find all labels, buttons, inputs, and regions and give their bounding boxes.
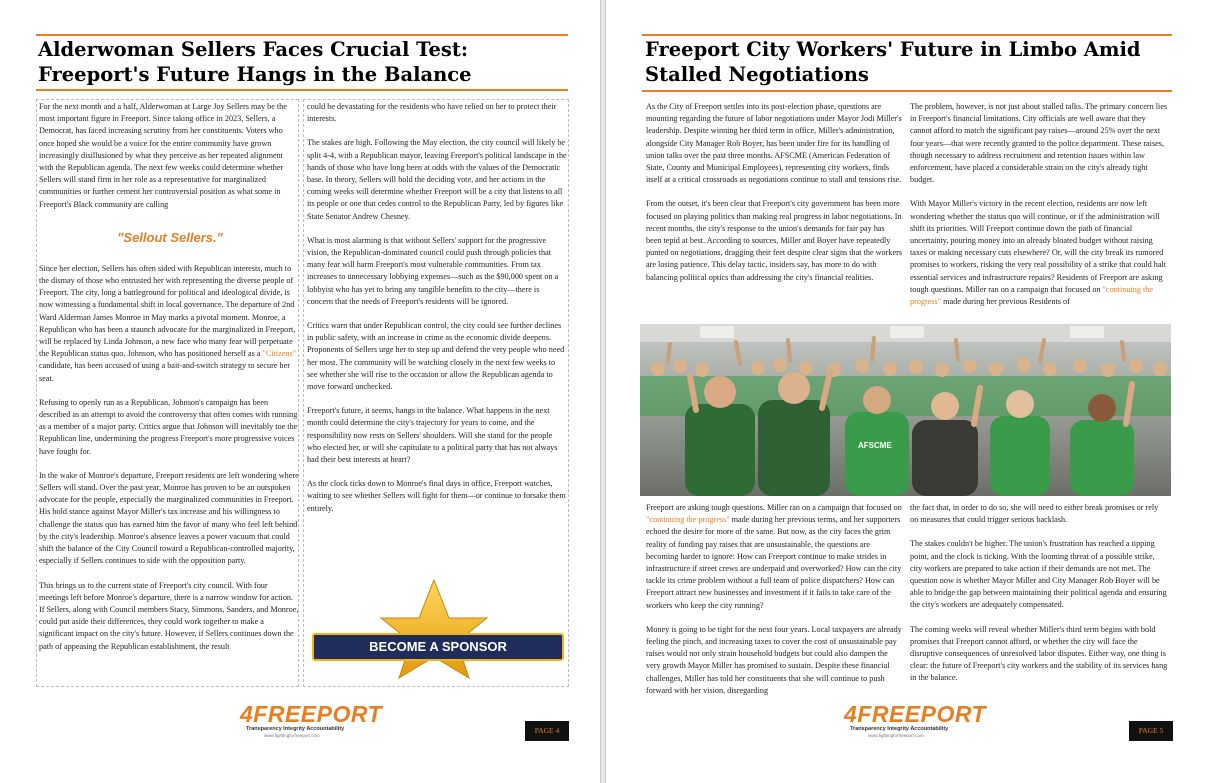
headline: Alderwoman Sellers Faces Crucial Test: Freeport's Future Hangs in the Balance xyxy=(38,38,472,86)
article-column-3 xyxy=(646,502,904,709)
paragraph: For the next month and a half, Alderwoman at Large Joy Sellers may be the most important figure in Freeport. Since taking office in 2023, Sellers, a Democrat, has faced increasing scrutiny from her constituents. Voters who once hoped she would be a voice for the entire community have grown increasingly disillusioned by what they perceive as her repeated alignment with the Republican agenda. The next few weeks could determine whether Sellers will stand firm in her role as a representative for marginalized communities or further cement her controversial position as what some in Freeport's Black community are calling xyxy=(39,102,287,209)
union-rally-photo xyxy=(640,324,1171,496)
paragraph: From the outset, it's been clear that Freeport's city government has been more focused on playing politics than making real progress in labor negotiations. In recent months, the city's response to the union's demands for fair pay has been tepid at best. According to sources, Miller and Boyer have repeatedly punted on negotiations, dragging their feet despite clear signs that the workers are losing patience. This delay tactic, insiders say, has more to do with balancing political optics than addressing the city's financial realities. xyxy=(646,199,903,282)
freeport-logo xyxy=(240,702,382,739)
article-column-1 xyxy=(646,101,902,296)
paragraph: This brings us to the current state of Freeport's city council. With four meetings left before Monroe's departure, there is a narrow window for action. If Sellers, along with Council members Stacy, Simmons, Sanders, and Monroe, could put aside their differences, they could work together to make a significant impact on the city's future. However, if Sellers continues down the path of appeasing the Republican establishment, the result xyxy=(39,580,299,651)
freeport-logo xyxy=(844,702,986,739)
paragraph: Refusing to openly run as a Republican, Johnson's campaign has been described as an attempt to avoid the controversy that often comes with running as a member of a major party. Critics argue that Johnson will inevitably toe the Republican line, undermining the progress Freeport's more progressive voices have fought for. xyxy=(39,397,298,456)
paragraph: the fact that, in order to do so, she will need to either break promises or rely on measures that could trigger serious backlash. xyxy=(910,503,1159,525)
paragraph: The stakes couldn't be higher. The union's frustration has reached a tipping point, and the clock is ticking. With the looming threat of a possible strike, city workers are prepared to take action if their demands are not met. The question now is whether Mayor Miller and City Manager Rob Boyer will be able to bridge the gap between maintaining their political agenda and ensuring the city's workers are adequately compensated. xyxy=(910,539,1167,610)
article-column-1 xyxy=(39,101,299,665)
sponsor-banner[interactable] xyxy=(312,578,564,680)
paragraph: Critics warn that under Republican control, the city could see further declines in public safety, with an increase in crime as the economic divide deepens. Proponents of Sellers urge her to step up and defend the very people who need her most. The community will be watching closely in the next few weeks to see whether she will rise to the occasion or allow the Republican agenda to move forward unchecked. xyxy=(307,321,565,392)
logo-tagline: Transparency Integrity Accountability xyxy=(246,726,345,732)
page-4 xyxy=(0,0,601,783)
shirt-text: AFSCME xyxy=(858,441,892,450)
paragraph: Since her election, Sellers has often sided with Republican interests, much to the dismay of those who entrusted her with representing the diverse people of Freeport. The city, long a battleground for political and ideological divide, is now witnessing a fundamental shift in local governance. The departure of 2nd Ward Alderman James Monroe in May marks a pivotal moment. Monroe, a Republican who has been a staunch advocate for the marginalized in Freeport, will be replaced by Linda Johnson, a new face who many fear will perpetuate the Republican status quo. Johnson, who has positioned herself as a "Citizens" candidate, has been accused of using a bait-and-switch strategy to secure her seat. xyxy=(39,263,297,383)
star-icon xyxy=(312,578,564,680)
pull-quote: "Sellout Sellers." xyxy=(117,230,223,245)
page-number: PAGE 4 xyxy=(525,721,569,741)
paragraph: What is most alarming is that without Sellers' support for the progressive vision, the Republican-dominated council could push through policies that many fear will harm Freeport's most vulnerable communities. From tax increases to unnecessary lobbying expenses—such as the $90,000 spent on a lobbyist who has yet to bring any tangible benefits to the city—there is concern that the needs of Freeport's residents will be ignored. xyxy=(307,235,559,306)
highlight-text: "Citizens" xyxy=(262,349,297,359)
article-column-4 xyxy=(910,502,1168,697)
paragraph: In the wake of Monroe's departure, Freeport residents are left wondering where Sellers will stand. Over the past year, Monroe has proven to be an outspoken advocate for the people, especially the marginalized communities in Freeport. His bold stance against Mayor Miller's tax increase and his willingness to challenge the status quo has earned him the favor of many who feel left behind by the city's leadership. Monroe's absence leaves a power vacuum that could shift the balance of the City Council toward a Republican-controlled majority, especially if Sellers continues to side with the opposition party. xyxy=(39,470,299,566)
paragraph: Freeport's future, it seems, hangs in the balance. What happens in the next month could determine the city's trajectory for years to come, and the responsibility now rests on Sellers' shoulders. Will she stand for the people who elected her, or will she capitulate to a political party that has not always had their best interests at heart? xyxy=(307,406,558,465)
highlight-text: "continuing the progress" xyxy=(646,515,730,525)
headline-rule xyxy=(36,89,568,91)
logo-wordmark: 4FREEPORT xyxy=(844,701,987,727)
top-rule xyxy=(36,34,568,36)
paragraph: As the City of Freeport settles into its post-election phase, questions are mounting regarding the future of labor negotiations under Mayor Jodi Miller's leadership. Despite winning her third term in office, Miller's administration, alongside City Manager Rob Boyer, has been under fire for its handling of union talks over the past three months. AFSCME (American Federation of State, County and Municipal Employees), representing city workers, finds itself at a critical crossroads as negotiations continue to stall and tensions rise. xyxy=(646,102,902,185)
logo-wordmark: 4FREEPORT xyxy=(240,701,383,727)
paragraph: The problem, however, is not just about stalled talks. The primary concern lies in Freeport's financial limitations. City officials are well aware that they cannot afford to match the significant pay raises—around 25% over the next four years—that were recently granted to the police department. These raises, though necessary to address recruitment and retention issues within law enforcement, have placed a considerable strain on the city's already tight budget. xyxy=(910,102,1168,185)
photo-illustration xyxy=(640,324,1171,496)
paragraph: The stakes are high. Following the May election, the city council will likely be split 4-4, with a Republican mayor, leaving Freeport's political landscape in the hands of those who have long been at odds with the values of the Democratic base. In theory, Sellers will hold the deciding vote, and her actions in the coming weeks will determine whether Freeport will be a city that listens to all its people or one that cedes control to the Republican Party, led by figures like State Senator Andrew Chesney. xyxy=(307,138,567,221)
highlight-text: "continuing the progress" xyxy=(910,284,1154,307)
paragraph: The coming weeks will reveal whether Miller's third term begins with bold promises that Freeport cannot afford, or whether the city will face the disruptive consequences of unresolved labor disputes. Either way, one thing is clear: the future of Freeport's city workers and the stability of its services hang in the balance. xyxy=(910,624,1168,683)
paragraph: Freeport are asking tough questions. Miller ran on a campaign that focused on "continuing the progress" made during her previous terms, and her supporters echoed the desire for more of the same. But now, as the city faces the grim reality of funding pay raises that are unsustainable, the questions are becoming harder to ignore: How can Freeport continue to make strides in infrastructure if street crews are underpaid and overworked? How can the city tackle its crime problem without a full team of police dispatchers? How can Freeport attract new businesses and investment if it fails to take care of the workers who keep the city running? xyxy=(646,503,902,610)
paragraph: With Mayor Miller's victory in the recent election, residents are now left wondering whether the status quo will continue, or if the administration will shift its priorities. Will Freeport continue down the path of financial uncertainty, pouring money into an already bloated budget without raising taxes or making necessary cuts elsewhere? Or, will the city break its rumored promises to workers, risking the very real possibility of a strike that could halt essential services and infrastructure repairs? Residents of Freeport are asking tough questions. Miller ran on a campaign that focused on "continuing the progress" made during her previous Residents of xyxy=(910,199,1167,307)
headline-rule xyxy=(642,90,1172,92)
logo-tagline: Transparency Integrity Accountability xyxy=(850,726,949,732)
sponsor-button[interactable]: BECOME A SPONSOR xyxy=(312,633,564,661)
article-column-2 xyxy=(307,101,567,527)
paragraph: could be devastating for the residents who have relied on her to protect their interests. xyxy=(307,102,557,124)
top-rule xyxy=(642,34,1172,36)
paragraph: As the clock ticks down to Monroe's final days in office, Freeport watches, waiting to see whether Sellers will fight for them—or continue to forsake them entirely. xyxy=(307,479,566,513)
paragraph: Money is going to be tight for the next four years. Local taxpayers are already feeling the pinch, and increasing taxes to cover the cost of unsustainable pay raises would not only strain household budgets but could also dampen the very growth Mayor Miller has promised to sustain. Despite these financial challenges, Miller has told her constituents that she will continue to push forward with her vision, disregarding xyxy=(646,624,902,695)
page-number: PAGE 5 xyxy=(1129,721,1173,741)
logo-url: www.fightingforfreeport.com xyxy=(264,733,320,738)
logo-url: www.fightingforfreeport.com xyxy=(868,733,924,738)
headline: Freeport City Workers' Future in Limbo Amid Stalled Negotiations xyxy=(645,38,1141,86)
article-column-2 xyxy=(910,101,1168,320)
